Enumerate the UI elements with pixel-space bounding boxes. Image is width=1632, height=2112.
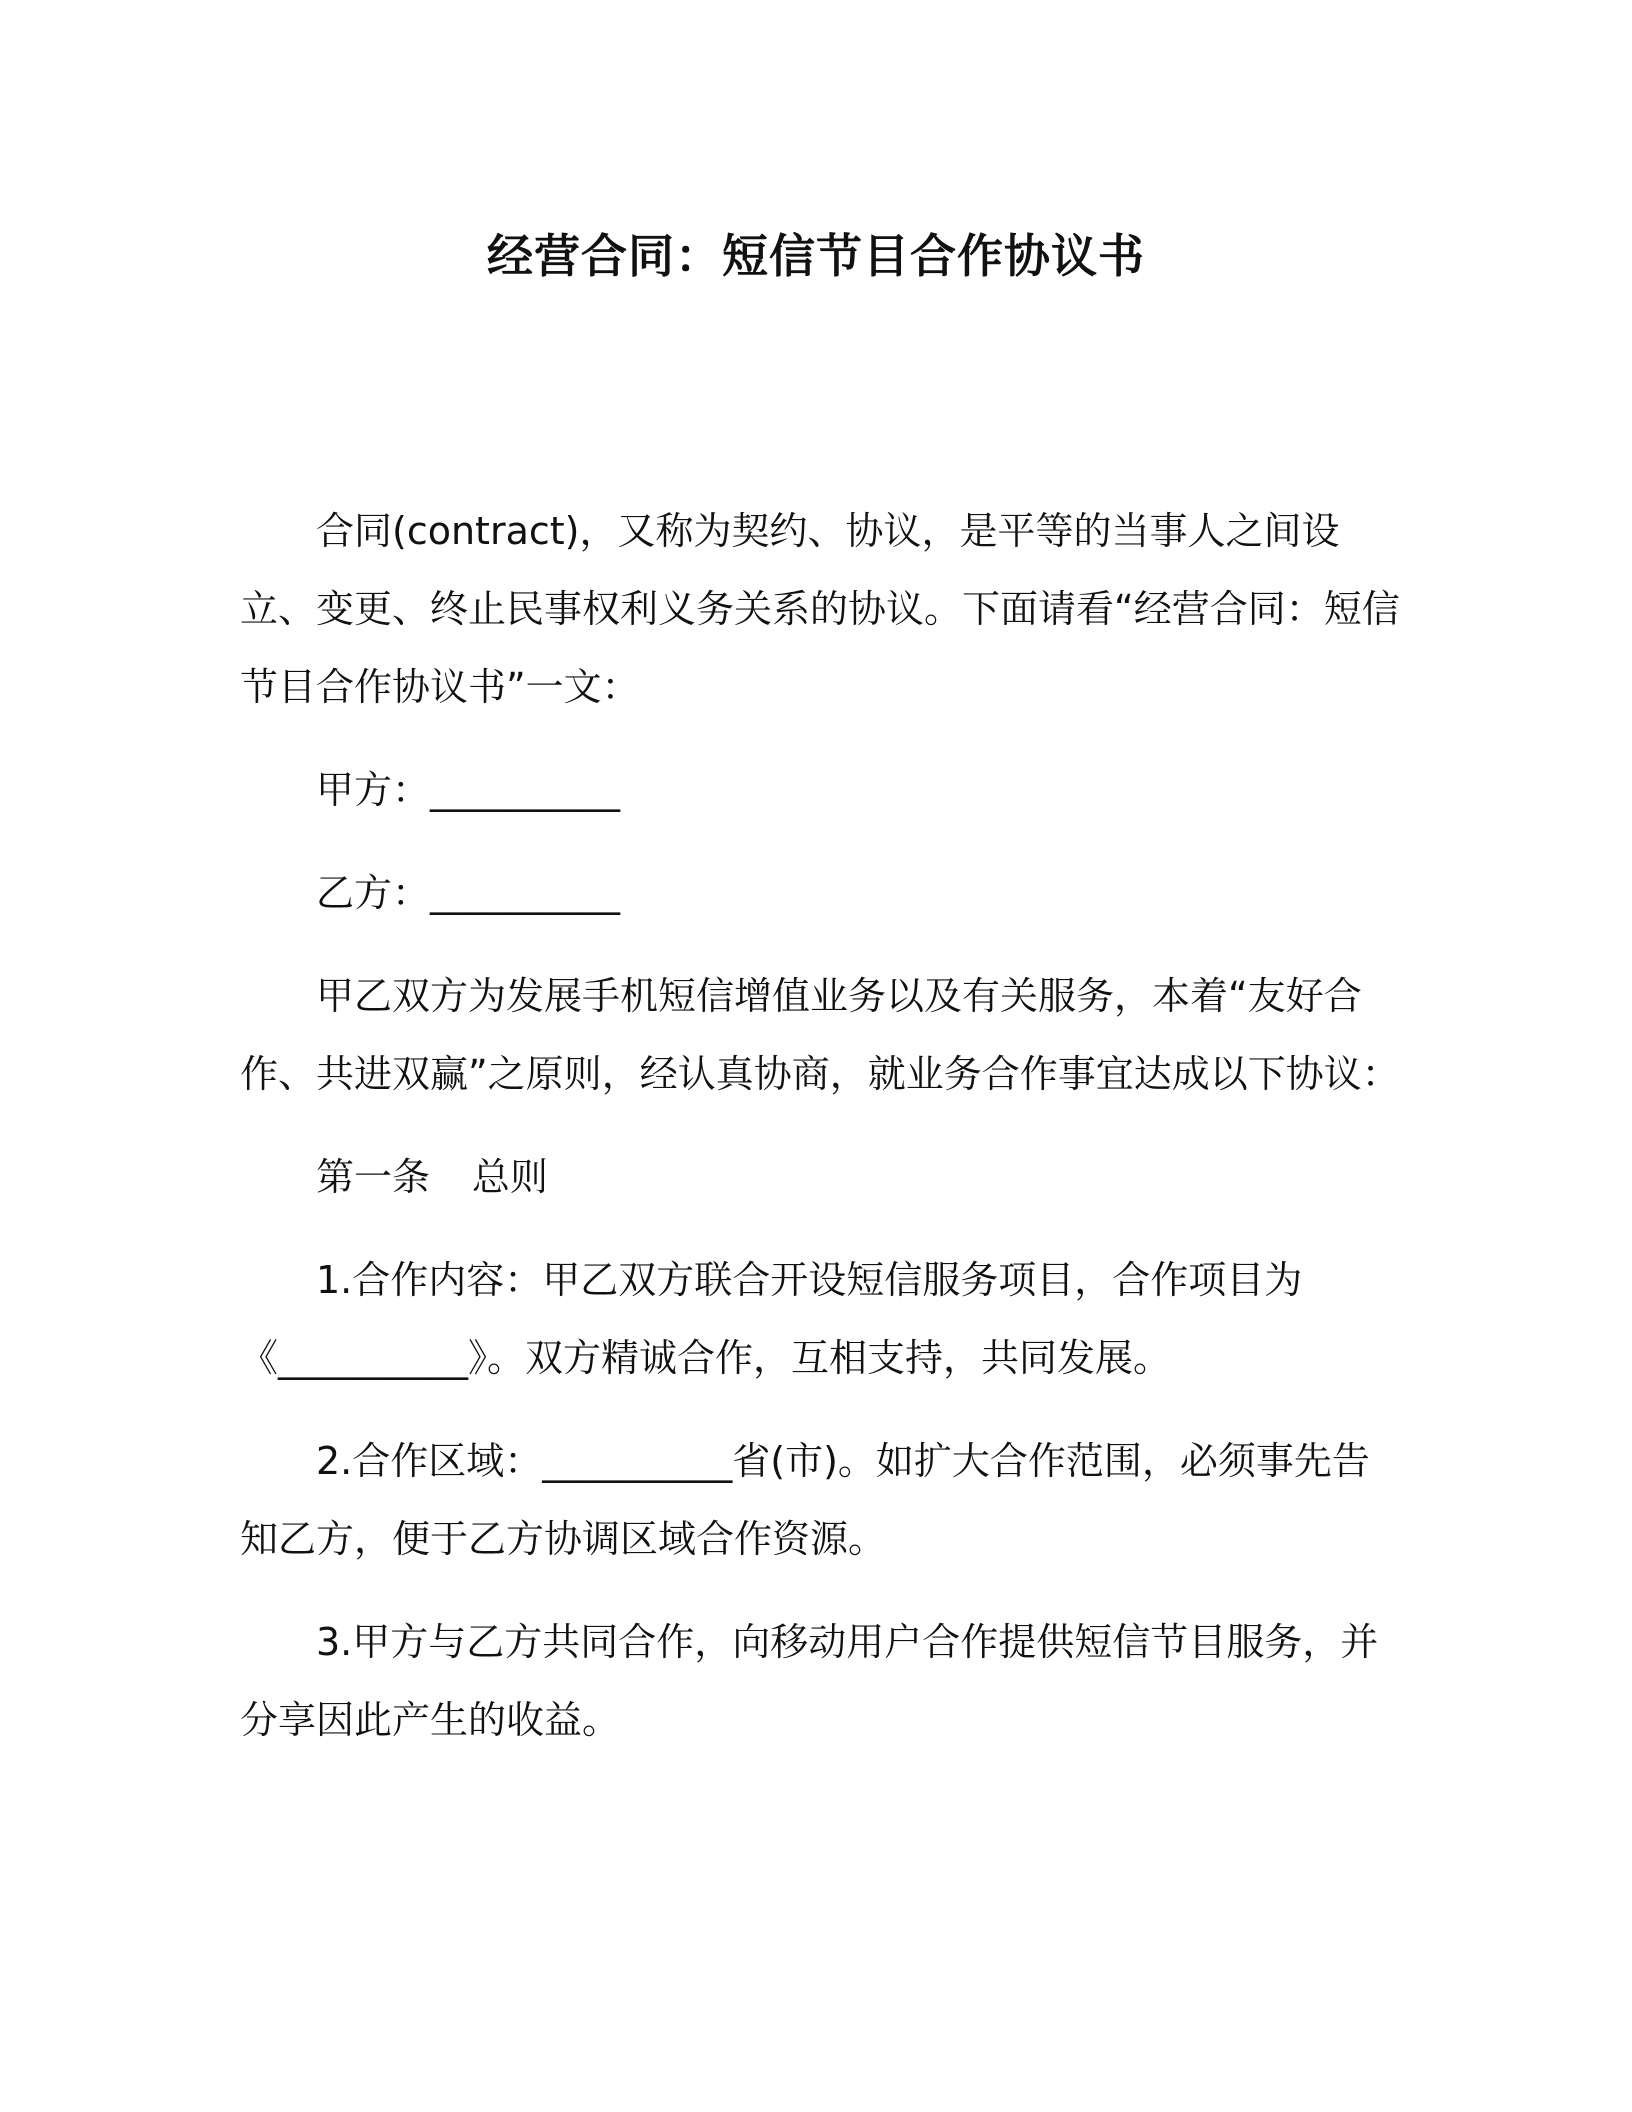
- article-name: 总则: [471, 1155, 548, 1199]
- clause-2: 2.合作区域：__________省(市)。如扩大合作范围，必须事先告知乙方，便于乙方协调区域合作资源。: [240, 1439, 1370, 1561]
- document-title: 经营合同：短信节目合作协议书: [487, 229, 1145, 283]
- party-b-line: 乙方：__________: [316, 871, 621, 915]
- document-body: [240, 492, 1400, 1784]
- clause-1: 1.合作内容：甲乙双方联合开设短信服务项目，合作项目为《__________》。双方精诚合作，互相支持，共同发展。: [240, 1258, 1303, 1380]
- clause-3: 3.甲方与乙方共同合作，向移动用户合作提供短信节目服务，并分享因此产生的收益。: [240, 1620, 1379, 1742]
- article-heading: [240, 1138, 1400, 1216]
- preamble-paragraph: 甲乙双方为发展手机短信增值业务以及有关服务，本着“友好合作、共进双赢”之原则，经认真协商，就业务合作事宜达成以下协议：: [240, 974, 1400, 1096]
- article-number: 第一条: [316, 1155, 431, 1199]
- intro-paragraph: 合同(contract)，又称为契约、协议，是平等的当事人之间设立、变更、终止民事权利义务关系的协议。下面请看“经营合同：短信节目合作协议书”一文：: [240, 509, 1400, 709]
- party-a-line: 甲方：__________: [316, 768, 621, 812]
